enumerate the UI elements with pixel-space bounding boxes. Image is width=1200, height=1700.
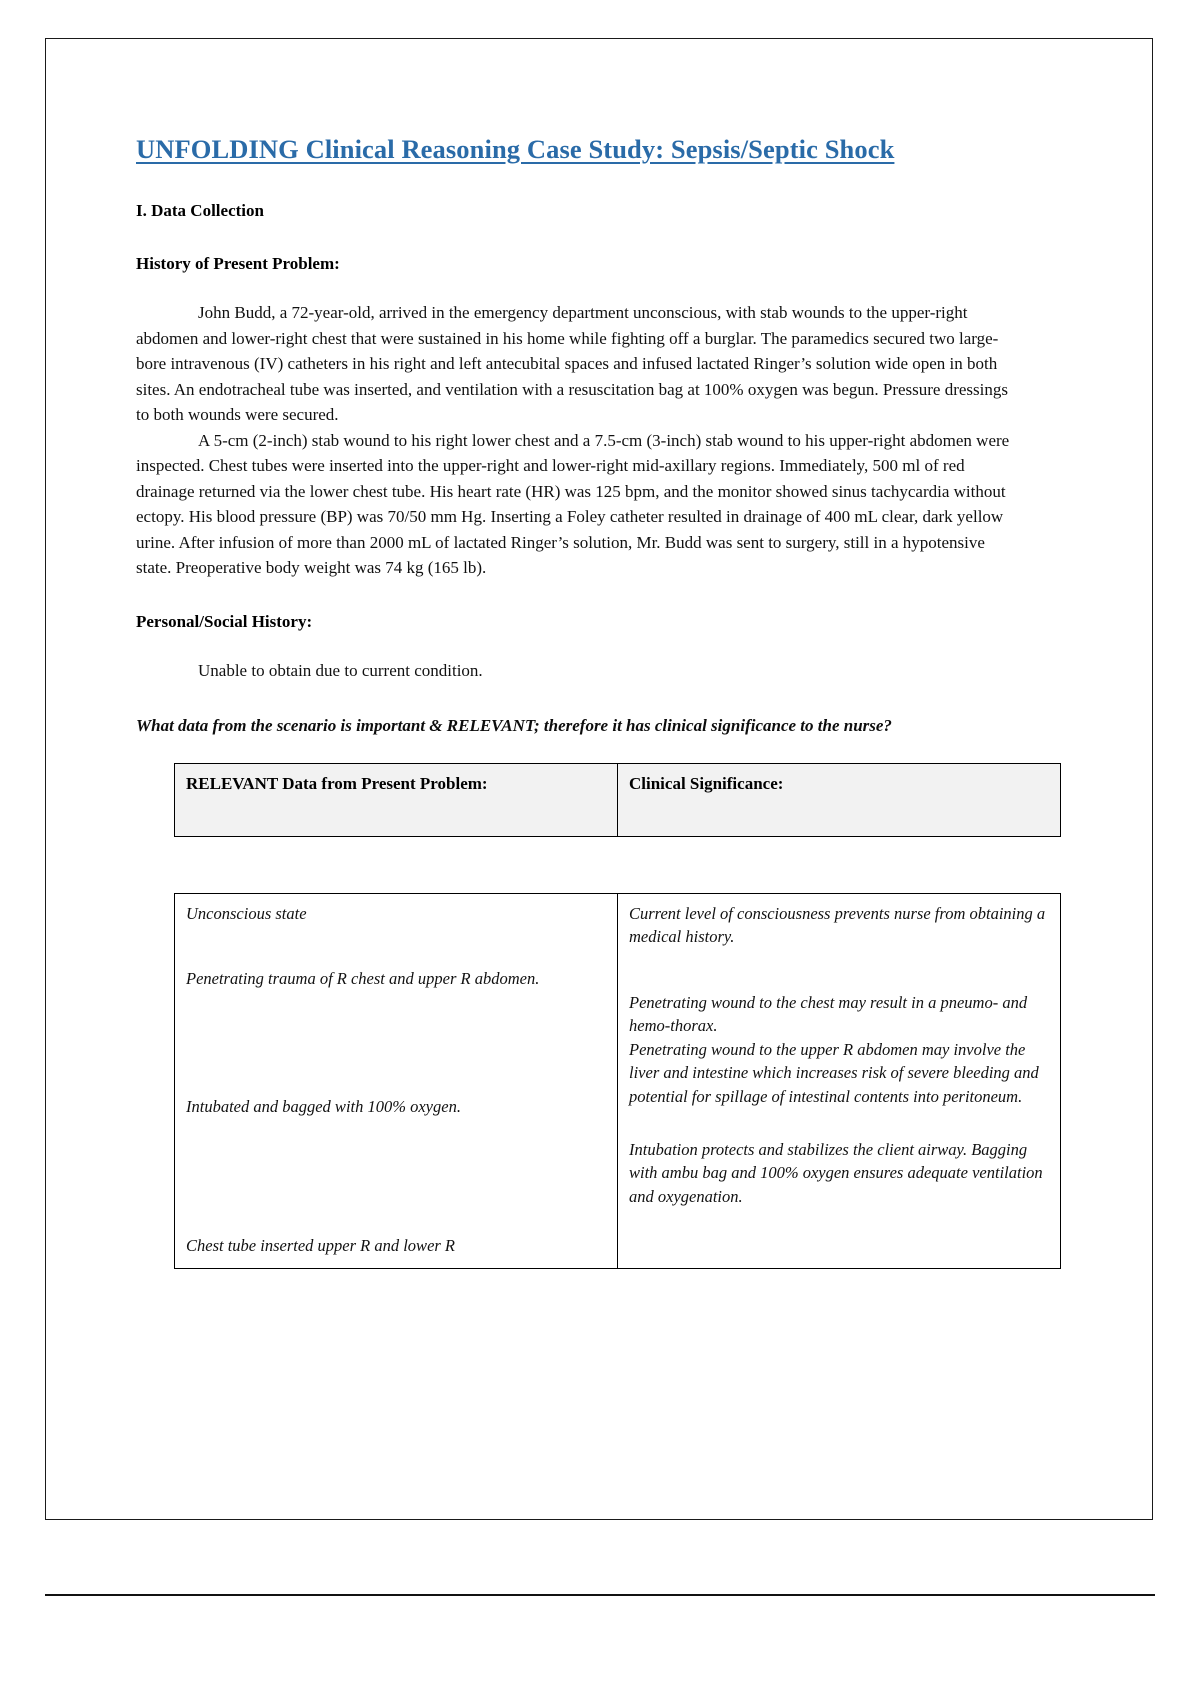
table-header-row (175, 764, 1061, 837)
table-row (175, 894, 1061, 1269)
personal-social-history-text: Unable to obtain due to current condition. (198, 661, 483, 681)
document-body (136, 134, 1046, 1269)
cell-relevant-data (175, 894, 618, 1269)
row-1-clinical-significance: Current level of consciousness prevents nurse from obtaining a medical history. (629, 904, 1046, 947)
header-cell-relevant-data: RELEVANT Data from Present Problem: (175, 764, 618, 837)
row-4-relevant-data: Chest tube inserted upper R and lower R (186, 1236, 456, 1256)
row-3-relevant-data: Intubated and bagged with 100% oxygen. (186, 1096, 461, 1116)
row-1-relevant-data: Unconscious state (186, 904, 307, 923)
page-title: UNFOLDING Clinical Reasoning Case Study: Sepsis/Septic Shock (136, 134, 895, 164)
header-cell-clinical-significance: Clinical Significance: (618, 764, 1061, 837)
history-paragraph-1: John Budd, a 72-year-old, arrived in the emergency department unconscious, with stab wounds to the upper-right abdomen and lower-right chest that were sustained in his home while fighting off a burglar. The paramedics secured two large-bore intravenous (IV) catheters in his right and left antecubital spaces and infused lactated Ringer’s solution wide open in both sites. An endotracheal tube was inserted, and ventilation with a resuscitation bag at 100% oxygen was begun. Pressure dressings to both wounds were secured. (136, 303, 1008, 425)
section-heading-personal-social-history: Personal/Social History: (136, 611, 313, 631)
footer-divider (45, 1594, 1155, 1596)
section-heading-data-collection: I. Data Collection (136, 200, 264, 220)
history-paragraph-2: A 5-cm (2-inch) stab wound to his right lower chest and a 7.5-cm (3-inch) stab wound to his upper-right abdomen were inspected. Chest tubes were inserted into the upper-right and lower-right mid-axillary regions. Immediately, 500 ml of red drainage returned via the lower chest tube. His heart rate (HR) was 125 bpm, and the monitor showed sinus tachycardia without ectopy. His blood pressure (BP) was 70/50 mm Hg. Inserting a Foley catheter resulted in drainage of 400 mL clear, dark yellow urine. After infusion of more than 2000 mL of lactated Ringer’s solution, Mr. Budd was sent to surgery, still in a hypotensive state. Preoperative body weight was 74 kg (165 lb). (136, 430, 1010, 578)
row-2-relevant-data: Penetrating trauma of R chest and upper R abdomen. (186, 969, 540, 989)
document-page (45, 38, 1153, 1520)
section-heading-history-of-present-problem: History of Present Problem: (136, 254, 340, 274)
relevant-data-body-table (174, 893, 1061, 1269)
relevant-data-header-table (174, 763, 1061, 837)
relevant-data-question: What data from the scenario is important & RELEVANT; therefore it has clinical significance to the nurse? (136, 715, 892, 735)
cell-clinical-significance (618, 894, 1061, 1269)
row-3-clinical-significance: Intubation protects and stabilizes the client airway. Bagging with ambu bag and 100% oxygen ensures adequate ventilation and oxygenation. (629, 1139, 1043, 1206)
row-2-clinical-significance-part-1: Penetrating wound to the chest may result in a pneumo- and hemo-thorax. (629, 992, 1028, 1036)
row-2-clinical-significance-part-2: Penetrating wound to the upper R abdomen may involve the liver and intestine which increases risk of severe bleeding and potential for spillage of intestinal contents into peritoneum. (629, 1039, 1039, 1106)
